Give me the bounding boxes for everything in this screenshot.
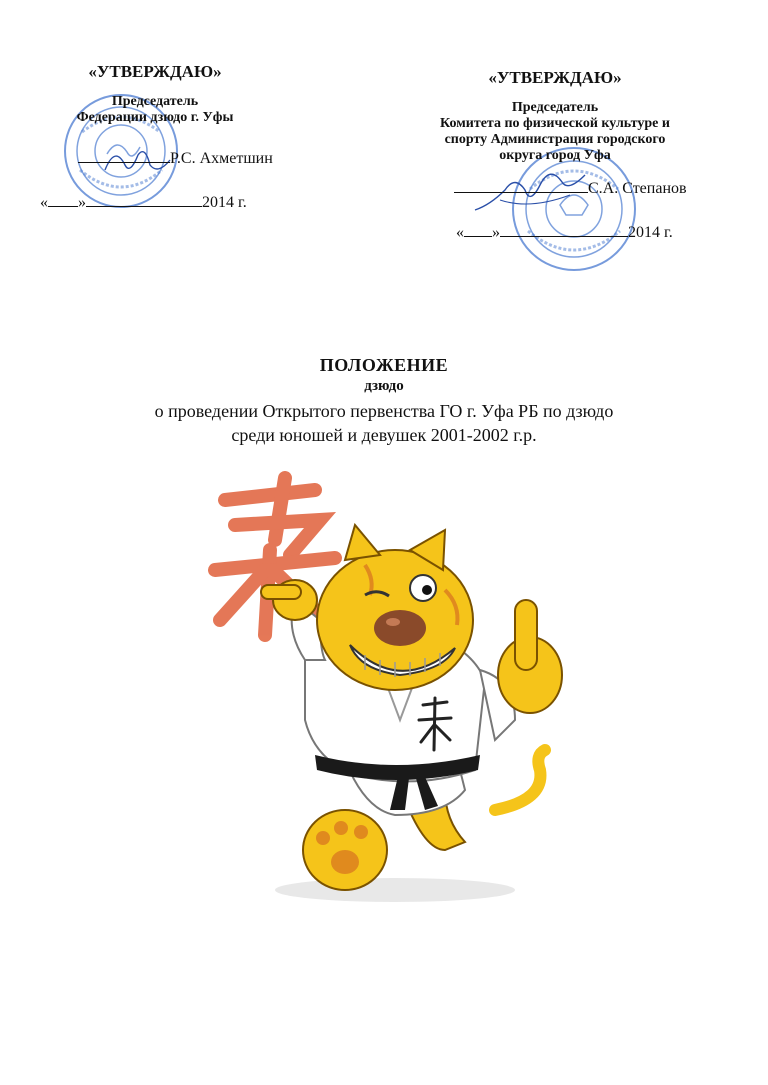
- right-signer-name: С.А. Степанов: [588, 180, 687, 197]
- right-approval-block: [400, 68, 760, 242]
- document-subtitle-line2: среди юношей и девушек 2001-2002 г.р.: [231, 425, 537, 445]
- right-approval-org-line3: округа город Уфа: [499, 148, 611, 163]
- document-title-block: [0, 355, 768, 447]
- right-date-close-quote: »: [492, 224, 500, 241]
- right-month-blank: [500, 222, 628, 237]
- right-approval-title: «УТВЕРЖДАЮ»: [488, 68, 622, 87]
- left-date-close-quote: »: [78, 194, 86, 211]
- right-date-year: 2014 г.: [628, 224, 673, 241]
- right-approval-position: Председатель: [511, 100, 599, 115]
- left-approval-organization: Федерации дзюдо г. Уфы: [76, 110, 234, 125]
- document-heading: ПОЛОЖЕНИЕ: [319, 355, 449, 375]
- document-subtitle-line1: о проведении Открытого первенства ГО г. Уфа РБ по дзюдо: [154, 401, 614, 421]
- left-signature-blank: [78, 148, 170, 163]
- right-approval-org-line1: Комитета по физической культуре и: [440, 116, 670, 131]
- left-approval-position: Председатель: [111, 94, 199, 109]
- left-day-blank: [48, 192, 78, 207]
- left-month-blank: [86, 192, 202, 207]
- left-approval-title: «УТВЕРЖДАЮ»: [88, 62, 222, 81]
- right-signature-line: [454, 178, 760, 198]
- right-approval-org-line2: спорту Администрация городского: [444, 132, 666, 147]
- left-signature-line: [78, 148, 340, 168]
- left-date-open-quote: «: [40, 194, 48, 211]
- document-sport: дзюдо: [364, 378, 404, 394]
- right-date-open-quote: «: [456, 224, 464, 241]
- right-day-blank: [464, 222, 492, 237]
- left-approval-block: [40, 62, 340, 212]
- right-date-line: [456, 222, 760, 242]
- right-signature-blank: [454, 178, 588, 193]
- left-date-line: [40, 192, 340, 212]
- left-date-year: 2014 г.: [202, 194, 247, 211]
- judo-cat-mascot-illustration: [195, 470, 575, 910]
- left-signer-name: Р.С. Ахметшин: [170, 150, 273, 167]
